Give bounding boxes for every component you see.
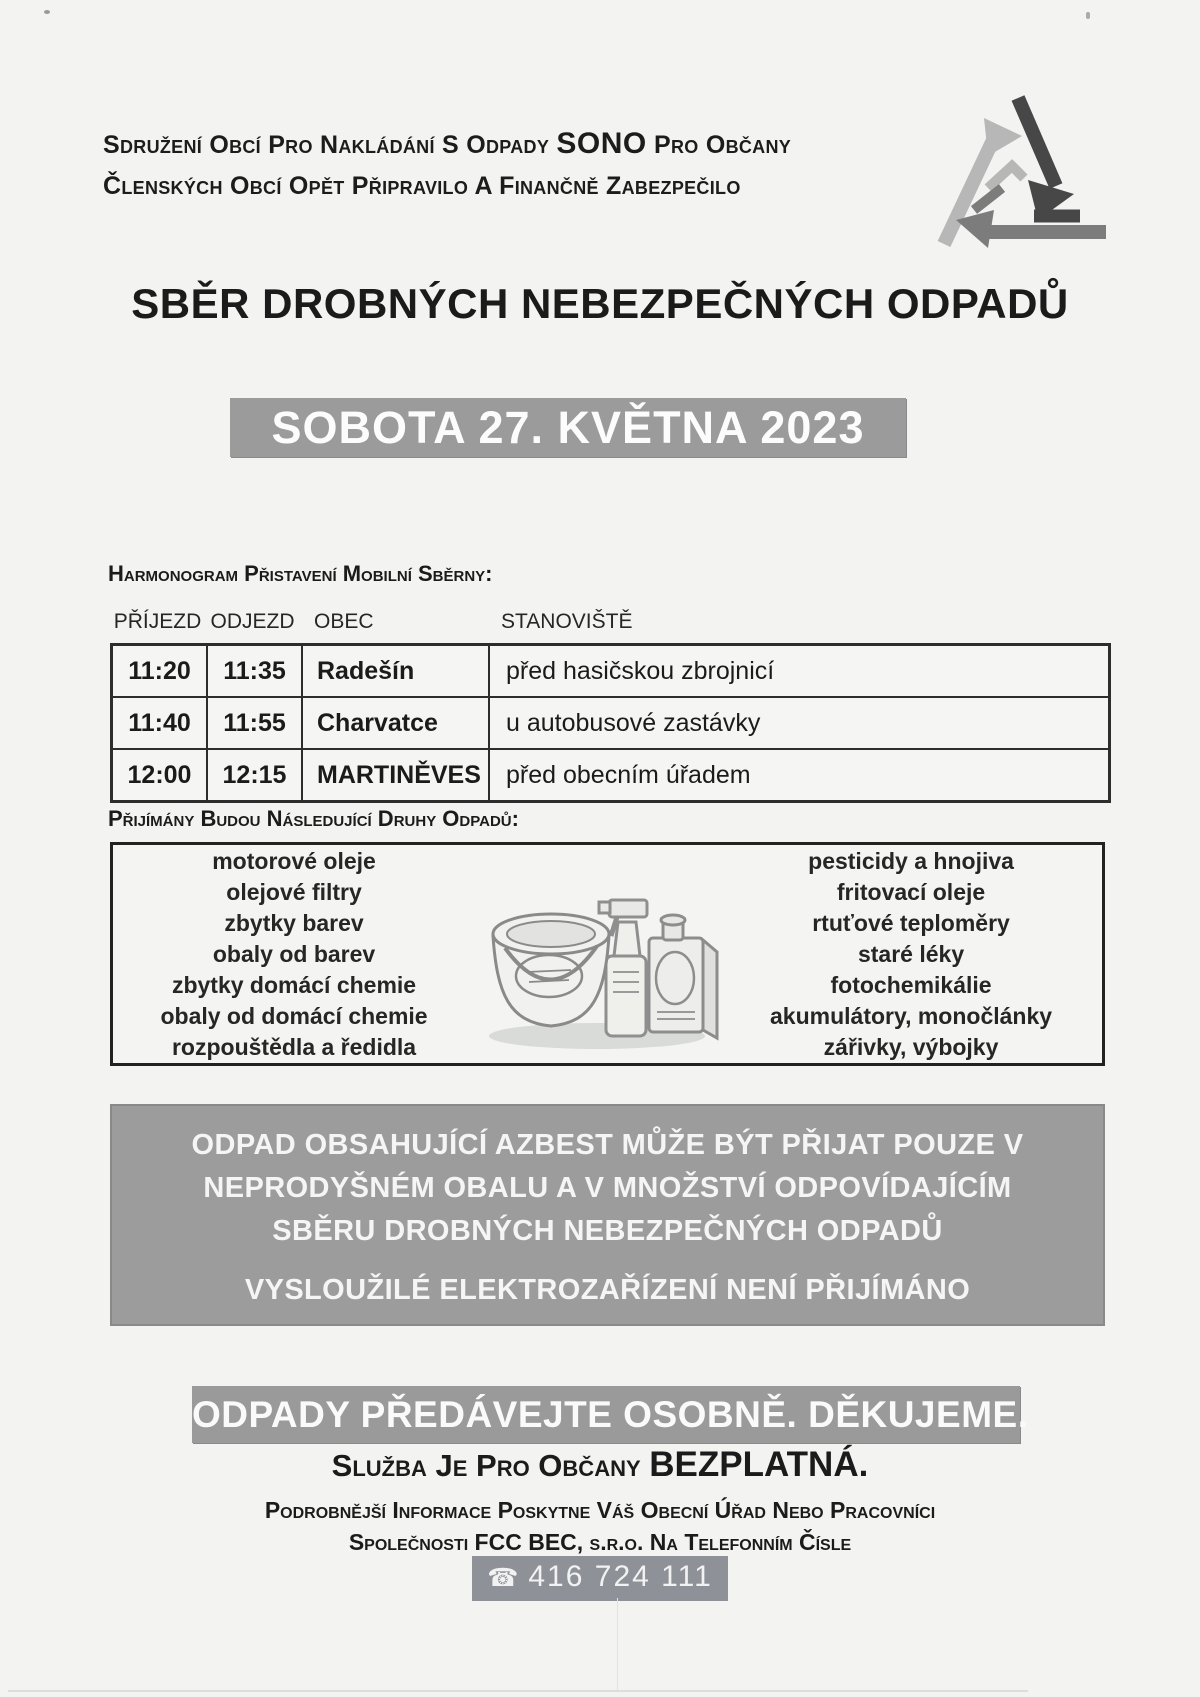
cell-location: před obecním úřadem — [506, 761, 751, 789]
free-service-text: Služba Je Pro Občany — [331, 1448, 650, 1483]
notice-line: SBĚRU DROBNÝCH NEBEZPEČNÝCH ODPADŮ — [272, 1215, 943, 1247]
cell-village: MARTINĚVES — [303, 750, 490, 800]
phone-number: 416 724 111 — [528, 1560, 713, 1593]
cell-arrival: 11:20 — [113, 646, 208, 696]
waste-item: zářivky, výbojky — [823, 1033, 999, 1060]
footer-info-line1: Podrobnější Informace Poskytne Váš Obecní Úřad Nebo Pracovníci — [264, 1497, 936, 1523]
waste-item: staré léky — [857, 940, 965, 967]
cell-arrival: 12:00 — [113, 750, 208, 800]
asbestos-notice-paragraph — [112, 1124, 1103, 1253]
waste-item: rozpouštědla a ředidla — [171, 1033, 417, 1060]
col-header-arrival: PŘÍJEZD — [113, 610, 202, 633]
recycle-arrows-logo-icon — [928, 92, 1110, 254]
waste-item: obaly od domácí chemie — [160, 1002, 428, 1029]
waste-item: fritovací oleje — [836, 878, 986, 905]
table-row — [113, 748, 1108, 800]
schedule-column-headers — [110, 610, 1105, 634]
org-header — [103, 123, 791, 207]
waste-item: rtuťové teploměry — [812, 909, 1010, 936]
notice-line: NEPRODYŠNÉM OBALU A V MNOŽSTVÍ ODPOVÍDAJÍCÍM — [203, 1172, 1012, 1204]
waste-item: zbytky domácí chemie — [171, 971, 417, 998]
cell-village: Radešín — [303, 646, 490, 696]
waste-list-right — [720, 846, 1102, 1063]
schedule-table — [110, 643, 1111, 803]
asbestos-notice-box — [110, 1104, 1105, 1326]
electro-notice-line: VYSLOUŽILÉ ELEKTROZAŘÍZENÍ NENÍ PŘIJÍMÁNO — [244, 1274, 971, 1306]
cell-arrival: 11:40 — [113, 698, 208, 748]
waste-item: fotochemikálie — [830, 971, 992, 998]
hazardous-waste-containers-illustration — [475, 860, 720, 1056]
col-header-village: OBEC — [314, 610, 374, 633]
table-row — [113, 646, 1108, 696]
waste-item: obaly od barev — [212, 940, 376, 967]
waste-item: olejové filtry — [226, 878, 362, 905]
table-row — [113, 696, 1108, 748]
date-banner: SOBOTA 27. KVĚTNA 2023 — [230, 398, 906, 457]
cell-village: Charvatce — [303, 698, 490, 748]
free-service-line — [0, 1445, 1200, 1485]
waste-heading: Přijímány Budou Následující Druhy Odpadů: — [108, 806, 519, 831]
page-title: SBĚR DROBNÝCH NEBEZPEČNÝCH ODPADŮ — [131, 280, 1069, 327]
scan-fold-mark — [617, 1598, 618, 1690]
free-service-emphasis: BEZPLATNÁ. — [649, 1445, 869, 1484]
col-header-location: STANOVIŠTĚ — [501, 610, 633, 633]
notice-line: ODPAD OBSAHUJÍCÍ AZBEST MŮŽE BÝT PŘIJAT POUZE V — [191, 1129, 1024, 1161]
cell-departure: 12:15 — [208, 750, 303, 800]
phone-row — [0, 1556, 1200, 1601]
waste-item: akumulátory, monočlánky — [770, 1002, 1053, 1029]
schedule-heading: Harmonogram Přistavení Mobilní Sběrny: — [108, 561, 493, 586]
org-header-line1-pre: Sdružení Obcí Pro Nakládání S Odpady — [103, 131, 557, 159]
scan-edge — [8, 1690, 1028, 1692]
waste-item: zbytky barev — [224, 909, 364, 936]
cell-location: před hasičskou zbrojnicí — [506, 657, 775, 685]
org-brand: SONO — [556, 127, 647, 160]
waste-item: pesticidy a hnojiva — [808, 847, 1014, 874]
org-header-line1-post: Pro Občany — [646, 131, 792, 159]
scan-speck — [44, 10, 50, 14]
col-header-departure: ODJEZD — [210, 610, 295, 633]
waste-item: motorové oleje — [212, 847, 376, 874]
cell-departure: 11:55 — [208, 698, 303, 748]
phone-badge — [472, 1556, 728, 1601]
cell-departure: 11:35 — [208, 646, 303, 696]
waste-types-box — [110, 842, 1105, 1066]
footer-info-line2: Společnosti FCC BEC, s.r.o. Na Telefonním Čísle — [348, 1529, 852, 1555]
handover-banner: ODPADY PŘEDÁVEJTE OSOBNĚ. DĚKUJEME. — [192, 1386, 1020, 1443]
cell-location: u autobusové zastávky — [506, 709, 761, 737]
phone-icon: ☎ — [487, 1564, 519, 1592]
waste-list-left — [113, 846, 475, 1063]
org-header-line2: Členských Obcí Opět Připravilo A Finančně Zabezpečilo — [103, 172, 741, 200]
org-header-line1 — [103, 123, 791, 166]
scan-speck — [1086, 12, 1090, 19]
